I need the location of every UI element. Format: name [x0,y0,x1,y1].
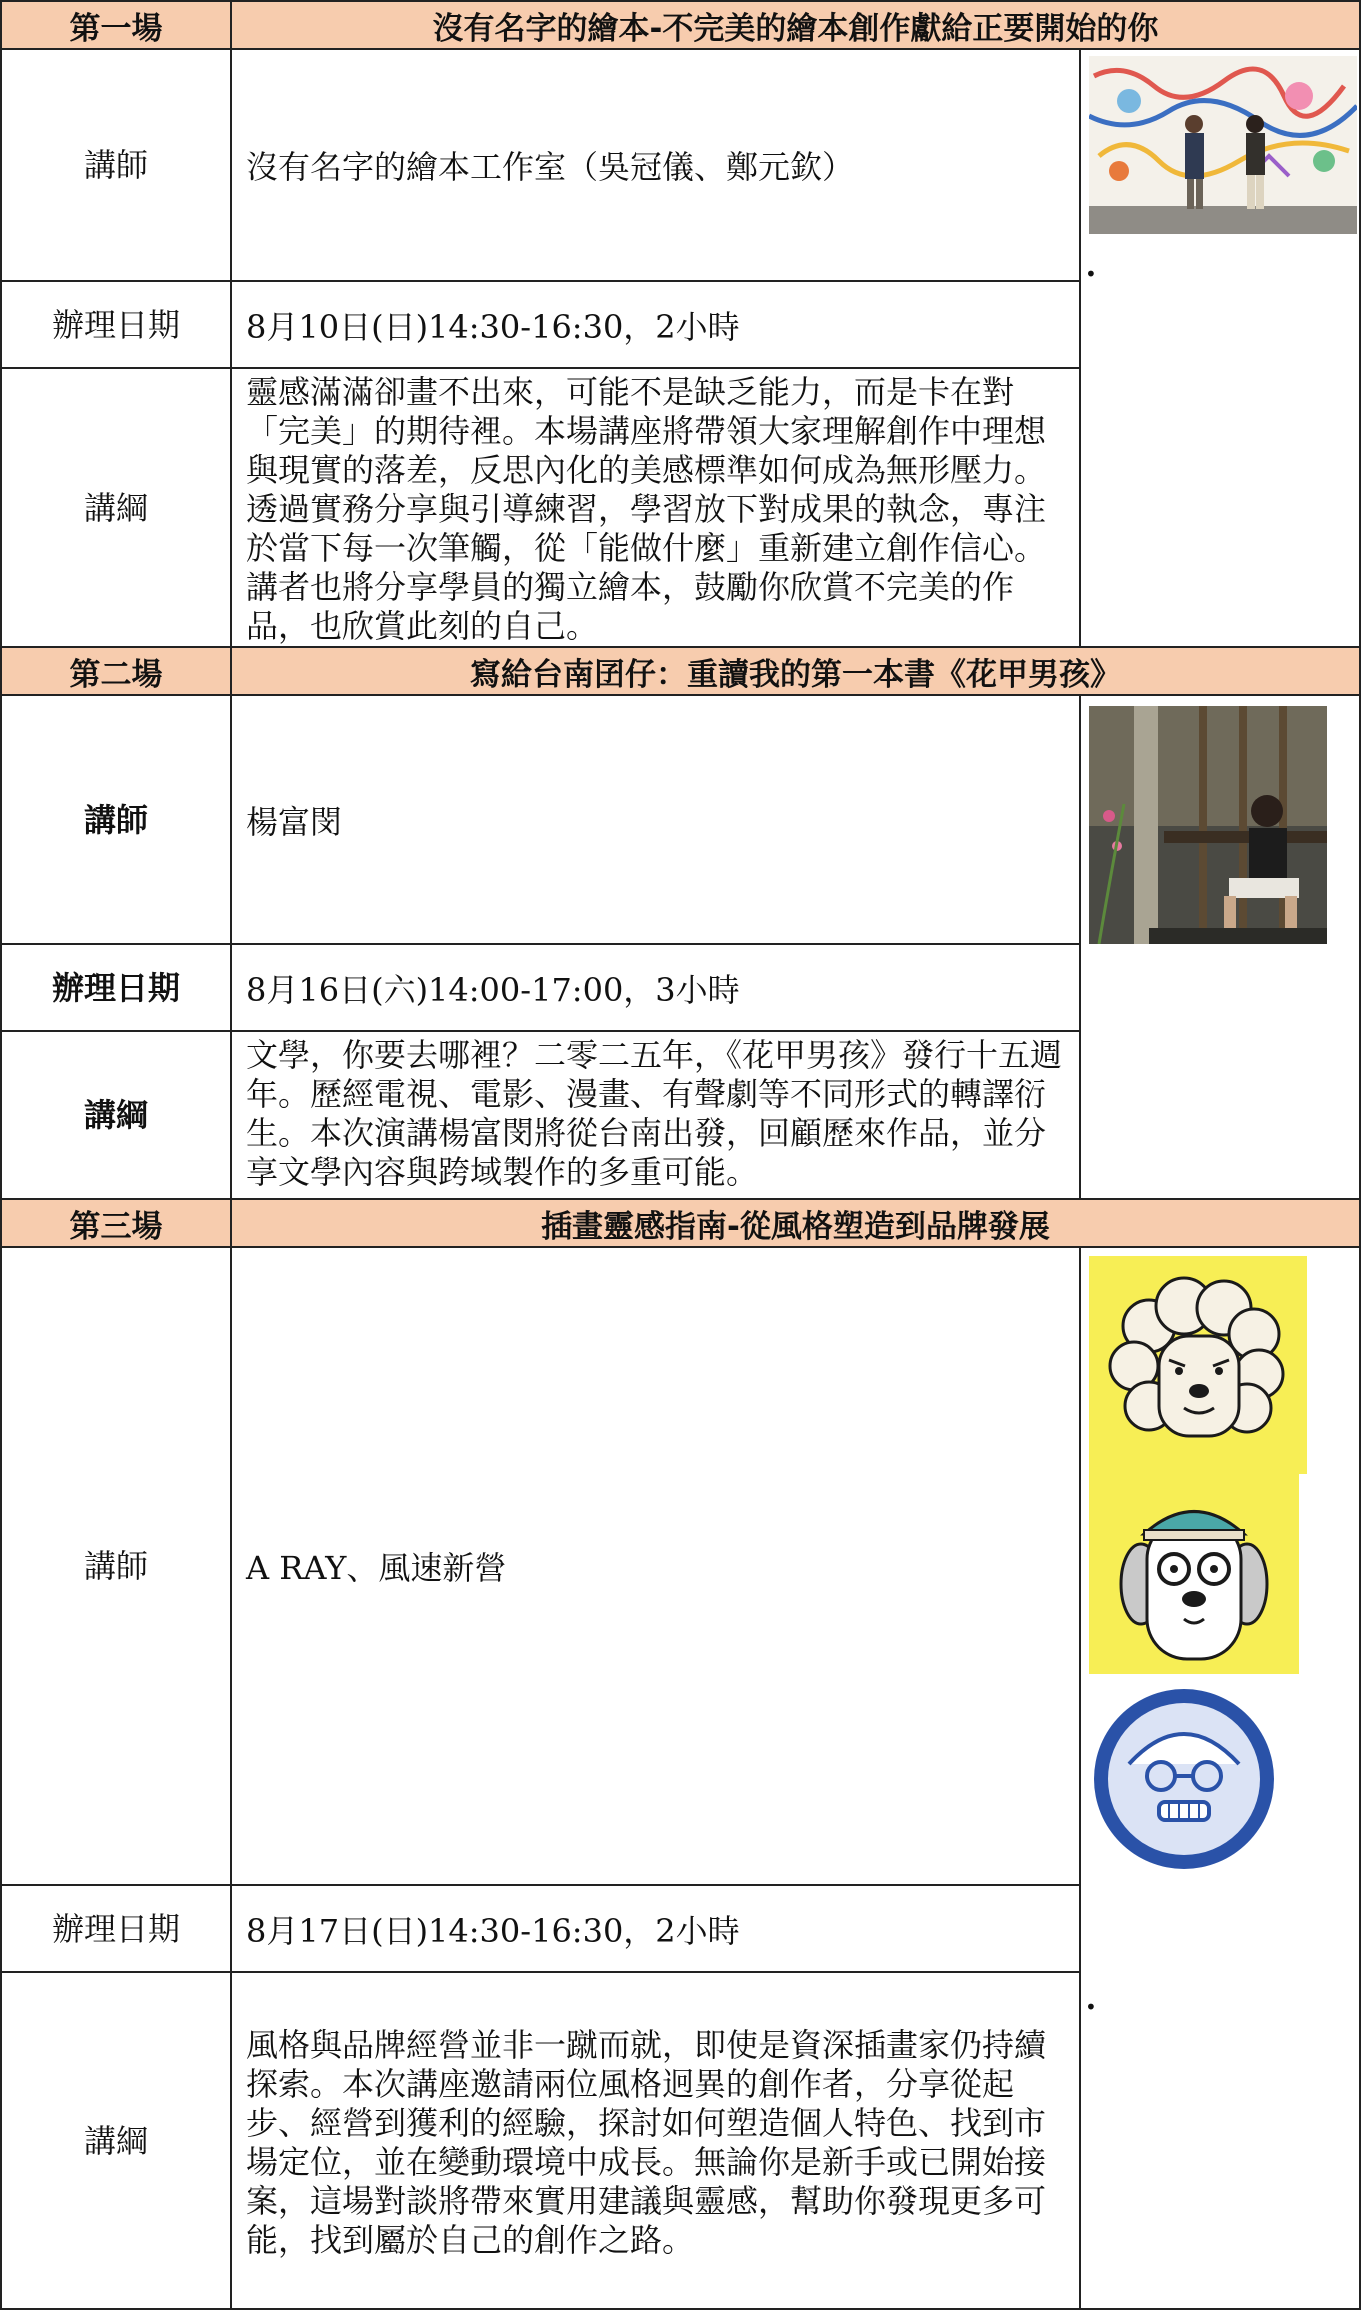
old-man-badge-illustration [1089,1684,1279,1874]
speaker-photo-mural [1089,56,1357,234]
bullet-mark: • [1085,1995,1097,2019]
session-3-outline: 風格與品牌經營並非一蹴而就，即使是資深插畫家仍持續探索。本次講座邀請兩位風格迥異的創作者，分享從起步、經營到獲利的經驗，探討如何塑造個人特色、找到市場定位，並在變動環境中成長。無論你是新手或已開始接案，這場對談將帶來實用建議與靈感，幫助你發現更多可能，找到屬於自己的創作之路。 [230,1971,1081,2310]
session-3-outline-label: 講綱 [0,1971,232,2310]
session-3-speaker: A RAY、風速新營 [230,1246,1081,1886]
session-3-label: 第三場 [0,1198,232,1248]
session-2-outline-label: 講綱 [0,1030,232,1200]
session-2-date-label: 辦理日期 [0,943,232,1032]
session-1-date-label: 辦理日期 [0,280,232,369]
session-3-photo-cell [1079,1246,1361,2310]
session-2-speaker-label: 講師 [0,694,232,945]
bullet-mark: • [1085,262,1097,286]
session-2-date: 8月16日(六)14:00-17:00，3小時 [230,943,1081,1032]
session-3-title: 插畫靈感指南-從風格塑造到品牌發展 [230,1198,1361,1248]
session-1-photo-cell [1079,48,1361,648]
session-2-title: 寫給台南囝仔：重讀我的第一本書《花甲男孩》 [230,646,1361,696]
session-3-speaker-label: 講師 [0,1246,232,1886]
session-1-speaker: 沒有名字的繪本工作室（吳冠儀、鄭元欽） [230,48,1081,282]
session-2-label: 第二場 [0,646,232,696]
session-1-date: 8月10日(日)14:30-16:30，2小時 [230,280,1081,369]
session-1-label: 第一場 [0,0,232,50]
session-1-title: 沒有名字的繪本-不完美的繪本創作獻給正要開始的你 [230,0,1361,50]
poodle-illustration [1089,1256,1307,1474]
speaker-photo-portrait [1089,706,1327,944]
session-1-speaker-label: 講師 [0,48,232,282]
session-1-outline-label: 講綱 [0,367,232,648]
session-2-outline: 文學，你要去哪裡？二零二五年，《花甲男孩》發行十五週年。歷經電視、電影、漫畫、有聲劇等不同形式的轉譯衍生。本次演講楊富閔將從台南出發，回顧歷來作品，並分享文學內容與跨域製作的多重可能。 [230,1030,1081,1200]
session-3-date-label: 辦理日期 [0,1884,232,1973]
session-2-photo-cell [1079,694,1361,1200]
session-3-date: 8月17日(日)14:30-16:30，2小時 [230,1884,1081,1973]
dog-cap-illustration [1089,1474,1299,1674]
session-1-outline: 靈感滿滿卻畫不出來，可能不是缺乏能力，而是卡在對「完美」的期待裡。本場講座將帶領大家理解創作中理想與現實的落差，反思內化的美感標準如何成為無形壓力。透過實務分享與引導練習，學習放下對成果的執念，專注於當下每一次筆觸，從「能做什麼」重新建立創作信心。講者也將分享學員的獨立繪本，鼓勵你欣賞不完美的作品，也欣賞此刻的自己。 [230,367,1081,648]
session-2-speaker: 楊富閔 [230,694,1081,945]
